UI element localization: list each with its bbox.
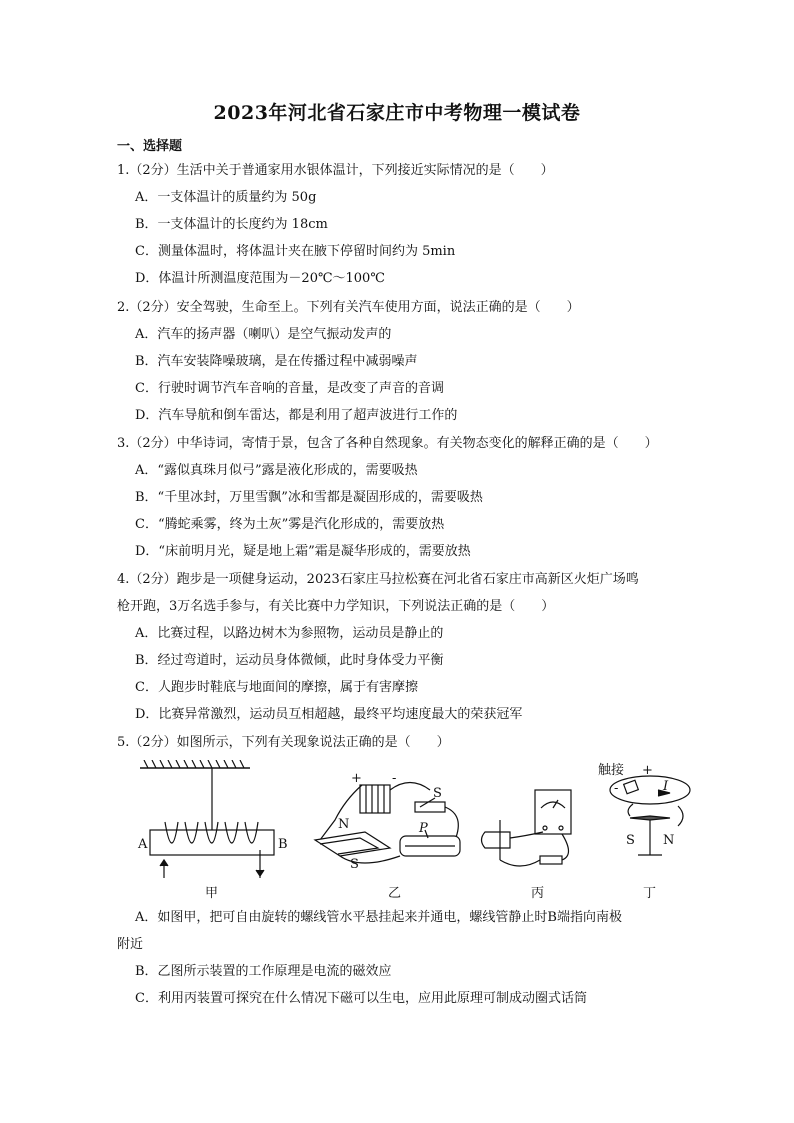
question-2-option-a: A．汽车的扬声器（喇叭）是空气振动发声的 [135, 327, 392, 342]
question-3-option-b: B．“千里冰封，万里雪飘”冰和雪都是凝固形成的，需要吸热 [135, 490, 483, 505]
figure-yi-minus: - [392, 771, 397, 786]
figure-ding-minus: - [614, 781, 619, 796]
question-3-option-c: C．“腾蛇乘雾，终为土灰”雾是汽化形成的，需要放热 [135, 517, 445, 532]
question-1-stem: 1.（2分）生活中关于普通家用水银体温计，下列接近实际情况的是（ ） [117, 163, 554, 178]
question-5-figure [130, 760, 710, 900]
figure-label-yi: 乙 [388, 886, 402, 900]
figure-yi-pole-s: S [350, 857, 359, 872]
question-5-option-a: A．如图甲，把可自由旋转的螺线管水平悬挂起来并通电，螺线管静止时B端指向南极 [135, 910, 622, 925]
figure-ding-touch: 触接 [598, 763, 625, 778]
figure-yi-plus: + [351, 771, 362, 786]
question-2-option-c: C．行驶时调节汽车音响的音量，是改变了声音的音调 [135, 381, 444, 396]
figure-label-ding: 丁 [643, 886, 657, 900]
question-5-stem: 5.（2分）如图所示，下列有关现象说法正确的是（ ） [117, 735, 450, 750]
question-3-option-a: A．“露似真珠月似弓”露是液化形成的，需要吸热 [135, 463, 418, 478]
question-4-stem: 4.（2分）跑步是一项健身运动，2023石家庄马拉松赛在河北省石家庄市高新区火炬广场鸣 [117, 572, 639, 587]
question-5-option-c: C．利用丙装置可探究在什么情况下磁可以生电，应用此原理可制成动圈式话筒 [135, 991, 587, 1006]
question-2-option-b: B．汽车安装降噪玻璃，是在传播过程中减弱噪声 [135, 354, 418, 369]
section-heading: 一、选择题 [117, 139, 183, 154]
question-1-option-d: D．体温计所测温度范围为－20℃～100℃ [135, 271, 385, 286]
question-4-option-a: A．比赛过程，以路边树木为参照物，运动员是静止的 [135, 626, 444, 641]
figure-jia-label-b: B [278, 837, 288, 852]
figure-jia-solenoid [140, 760, 274, 878]
question-1-option-b: B．一支体温计的长度约为 18cm [135, 217, 328, 232]
figure-jia-label-a: A [138, 837, 148, 852]
figure-ding-plus: + [642, 763, 653, 778]
question-1-option-c: C．测量体温时，将体温计夹在腋下停留时间约为 5min [135, 244, 456, 259]
question-4-option-b: B．经过弯道时，运动员身体微倾，此时身体受力平衡 [135, 653, 444, 668]
question-3-stem: 3.（2分）中华诗词，寄情于景，包含了各种自然现象。有关物态变化的解释正确的是（ ） [117, 436, 658, 451]
question-4-stem-continued: 枪开跑，3万名选手参与，有关比赛中力学知识，下列说法正确的是（ ） [117, 599, 555, 614]
question-5-option-a-continued: 附近 [117, 937, 144, 952]
figure-ding-pole-n: N [663, 833, 675, 848]
figure-yi-p: P [419, 821, 428, 836]
figure-ding-current: I [663, 779, 669, 794]
question-4-option-d: D．比赛异常激烈，运动员互相超越，最终平均速度最大的荣获冠军 [135, 707, 523, 722]
page-title: 2023年河北省石家庄市中考物理一模试卷 [213, 102, 581, 124]
question-4-option-c: C．人跑步时鞋底与地面间的摩擦，属于有害摩擦 [135, 680, 418, 695]
figure-label-bing: 丙 [531, 886, 545, 900]
figure-bing-apparatus [482, 790, 572, 866]
question-1-option-a: A．一支体温计的质量约为 50g [135, 190, 317, 205]
figure-ding-pole-s: S [626, 833, 635, 848]
question-2-stem: 2.（2分）安全驾驶，生命至上。下列有关汽车使用方面，说法正确的是（ ） [117, 300, 580, 315]
question-5-option-b: B．乙图所示装置的工作原理是电流的磁效应 [135, 964, 392, 979]
question-3-option-d: D．“床前明月光，疑是地上霜”霜是凝华形成的，需要放热 [135, 544, 471, 559]
figure-ding-apparatus [610, 776, 690, 855]
question-2-option-d: D．汽车导航和倒车雷达，都是利用了超声波进行工作的 [135, 408, 458, 423]
figure-yi-pole-n: N [338, 817, 350, 832]
figure-yi-switch-s: S [433, 786, 442, 801]
figure-label-jia: 甲 [205, 886, 219, 900]
